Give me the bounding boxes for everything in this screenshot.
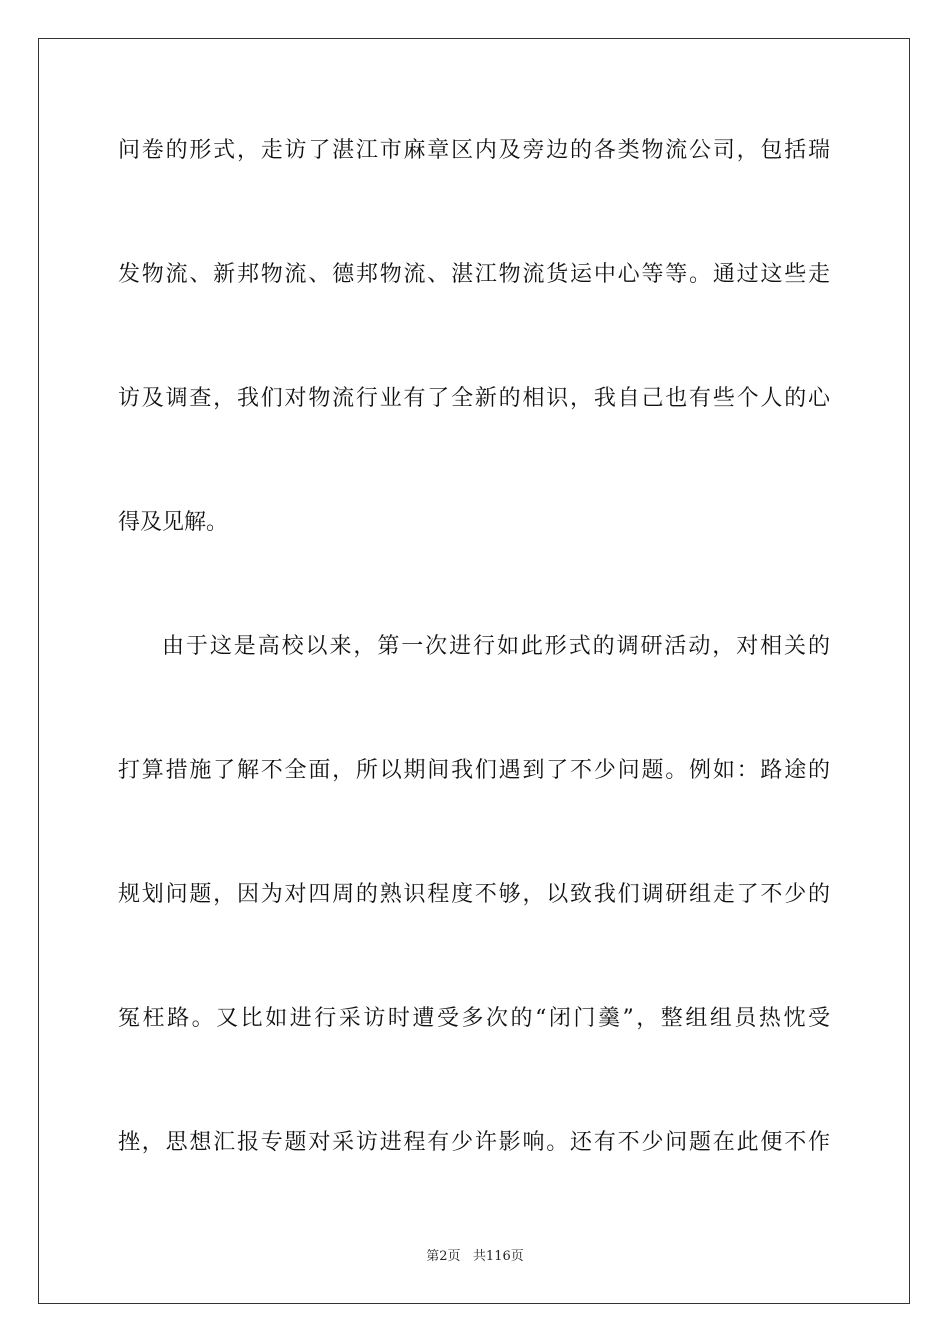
paragraph-line: 得及见解。 — [118, 510, 229, 535]
page-border — [38, 38, 910, 1304]
paragraph-line: 打算措施了解不全面，所以期间我们遇到了不少问题。例如：路途的 — [118, 758, 830, 783]
paragraph-line: 访及调查，我们对物流行业有了全新的相识，我自己也有些个人的心 — [118, 386, 830, 411]
page-number: 第2页 — [426, 1249, 461, 1264]
total-pages: 共116页 — [472, 1249, 524, 1264]
paragraph-line: 规划问题，因为对四周的熟识程度不够，以致我们调研组走了不少的 — [118, 882, 830, 907]
paragraph-line: 挫，思想汇报专题对采访进程有少许影响。还有不少问题在此便不作 — [118, 1130, 830, 1155]
paragraph-line: 由于这是高校以来，第一次进行如此形式的调研活动，对相关的 — [162, 634, 830, 659]
paragraph-line: 发物流、新邦物流、德邦物流、湛江物流货运中心等等。通过这些走 — [118, 262, 830, 287]
paragraph-line: 问卷的形式，走访了湛江市麻章区内及旁边的各类物流公司，包括瑞 — [118, 138, 830, 163]
paragraph-line: 冤枉路。又比如进行采访时遭受多次的“闭门羹”，整组组员热忱受 — [118, 1006, 830, 1031]
page-footer — [0, 1248, 950, 1266]
